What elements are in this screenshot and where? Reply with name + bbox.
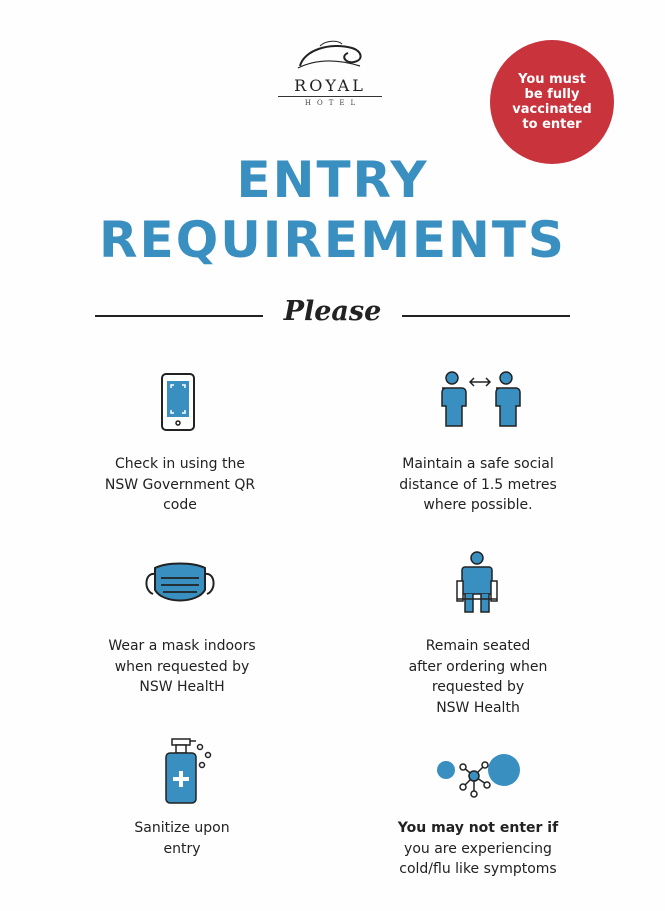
- caption-line: where possible.: [423, 497, 533, 513]
- caption-line: Sanitize upon: [134, 820, 230, 836]
- logo-name: ROYAL: [294, 76, 366, 95]
- caption-sanitize: [52, 818, 312, 859]
- caption-line: NSW HealtH: [139, 679, 225, 695]
- caption-line: distance of 1.5 metres: [399, 476, 557, 493]
- caption-line: code: [163, 497, 197, 513]
- caption-line: Wear a mask indoors: [108, 638, 256, 654]
- please-label: Please: [283, 296, 382, 327]
- virus-icon: [434, 752, 524, 802]
- divider-rule-right: [402, 315, 570, 317]
- phone-qr-icon: [158, 372, 198, 432]
- badge-line: vaccinated: [512, 102, 592, 117]
- caption-social-distance: [348, 454, 608, 516]
- caption-line: entry: [163, 840, 201, 857]
- caption-remain-seated: [348, 636, 608, 718]
- vaccination-badge: [490, 40, 614, 164]
- badge-line: to enter: [522, 117, 582, 132]
- face-mask-icon: [143, 560, 217, 610]
- sanitizer-bottle-icon: [162, 735, 218, 805]
- caption-line: Remain seated: [425, 638, 531, 654]
- caption-line: NSW Health: [436, 699, 520, 716]
- logo-subtitle: HOTEL: [304, 99, 362, 107]
- caption-line: NSW Government QR: [104, 476, 256, 493]
- badge-line: You must: [518, 72, 586, 87]
- caption-mask: [52, 636, 312, 698]
- please-divider: [95, 296, 570, 336]
- caption-line: Maintain a safe social: [402, 456, 554, 472]
- divider-rule-left: [95, 315, 263, 317]
- caption-line: when requested by: [114, 658, 250, 675]
- social-distance-icon: [436, 370, 524, 430]
- royal-hotel-logo: [270, 38, 390, 107]
- headline-line-2: REQUIREMENTS: [99, 211, 566, 269]
- caption-line: cold/flu like symptoms: [399, 861, 557, 877]
- badge-line: be fully: [524, 87, 580, 102]
- caption-symptoms: [348, 818, 608, 880]
- headline-line-1: ENTRY: [236, 151, 429, 209]
- seated-person-icon: [455, 551, 499, 615]
- caption-line: requested by: [431, 679, 525, 695]
- caption-line: after ordering when: [408, 658, 548, 675]
- swirl-logo-icon: [290, 38, 370, 78]
- caption-line: Check in using the: [115, 456, 245, 472]
- caption-line: you are experiencing: [404, 840, 552, 857]
- logo-divider: [278, 96, 382, 97]
- caption-bold-line: You may not enter if: [397, 820, 559, 836]
- caption-check-in: [50, 454, 310, 516]
